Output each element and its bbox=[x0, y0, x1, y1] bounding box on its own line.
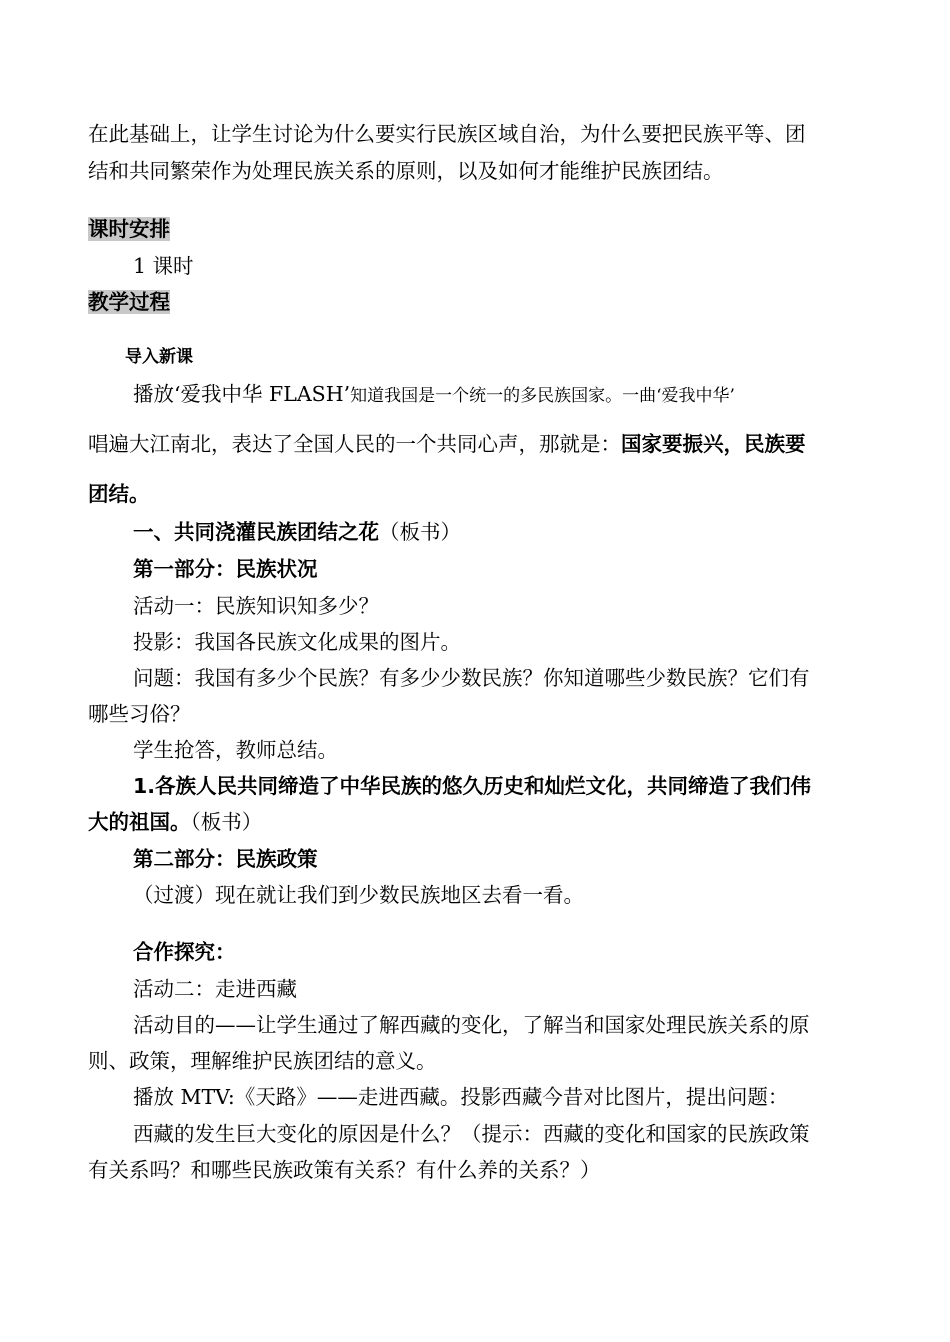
schedule-heading bbox=[88, 215, 170, 243]
section-1-title bbox=[133, 518, 461, 546]
point-1-line-1: 1.各族人民共同缔造了中华民族的悠久历史和灿烂文化，共同缔造了我们伟 bbox=[133, 774, 812, 798]
point-1-line-2 bbox=[88, 808, 262, 836]
mtv-line: 播放 MTV:《天路》——走进西藏。投影西藏今昔对比图片，提出问题： bbox=[133, 1085, 789, 1109]
part-2-title: 第二部分：民族政策 bbox=[133, 847, 318, 871]
point-1-note: （板书） bbox=[190, 810, 263, 834]
intro-line-2: 结和共同繁荣作为处理民族关系的原则，以及如何才能维护民族团结。 bbox=[88, 159, 724, 183]
explore-heading: 合作探究： bbox=[133, 940, 236, 964]
intro-know-text: 知道我国是一个统一的多民族国家。一曲‘爱我中华’ bbox=[350, 386, 735, 406]
activity-1: 活动一：民族知识知多少？ bbox=[133, 594, 379, 618]
activity-2: 活动二：走进西藏 bbox=[133, 977, 297, 1001]
question-line-2: 哪些习俗？ bbox=[88, 702, 191, 726]
section-1-title-note: （板书） bbox=[379, 520, 461, 544]
reason-line-2: 有关系吗？和哪些民族政策有关系？有什么养的关系？） bbox=[88, 1158, 601, 1182]
goal-line-2: 则、政策，理解维护民族团结的意义。 bbox=[88, 1049, 437, 1073]
goal-line-1: 活动目的——让学生通过了解西藏的变化，了解当和国家处理民族关系的原 bbox=[133, 1013, 810, 1037]
process-heading bbox=[88, 288, 170, 316]
transition-line: （过渡）现在就让我们到少数民族地区去看一看。 bbox=[133, 883, 584, 907]
schedule-value: 1 课时 bbox=[133, 254, 194, 278]
section-1-title-text: 一、共同浇灌民族团结之花 bbox=[133, 520, 379, 544]
reason-line-1: 西藏的发生巨大变化的原因是什么？（提示：西藏的变化和国家的民族政策 bbox=[133, 1122, 810, 1146]
intro-paragraph-line-1 bbox=[133, 380, 735, 410]
intro-lesson-title: 导入新课 bbox=[125, 347, 193, 367]
intro-common-voice: 唱遍大江南北，表达了全国人民的一个共同心声，那就是： bbox=[88, 432, 621, 456]
intro-slogan: 国家要振兴，民族要 bbox=[621, 432, 806, 456]
process-heading-text: 教学过程 bbox=[88, 290, 170, 314]
part-1-title: 第一部分：民族状况 bbox=[133, 557, 318, 581]
intro-paragraph-line-3: 团结。 bbox=[88, 482, 150, 506]
projection-line: 投影：我国各民族文化成果的图片。 bbox=[133, 630, 461, 654]
intro-line-1: 在此基础上，让学生讨论为什么要实行民族区域自治，为什么要把民族平等、团 bbox=[88, 122, 806, 146]
intro-paragraph-line-2 bbox=[88, 430, 806, 458]
answer-line: 学生抢答，教师总结。 bbox=[133, 738, 338, 762]
intro-flash-text: 播放‘爱我中华 FLASH’ bbox=[133, 382, 351, 406]
point-1-text: 大的祖国。 bbox=[88, 810, 191, 834]
schedule-heading-text: 课时安排 bbox=[88, 217, 170, 241]
question-line-1: 问题：我国有多少个民族？有多少少数民族？你知道哪些少数民族？它们有 bbox=[133, 666, 810, 690]
